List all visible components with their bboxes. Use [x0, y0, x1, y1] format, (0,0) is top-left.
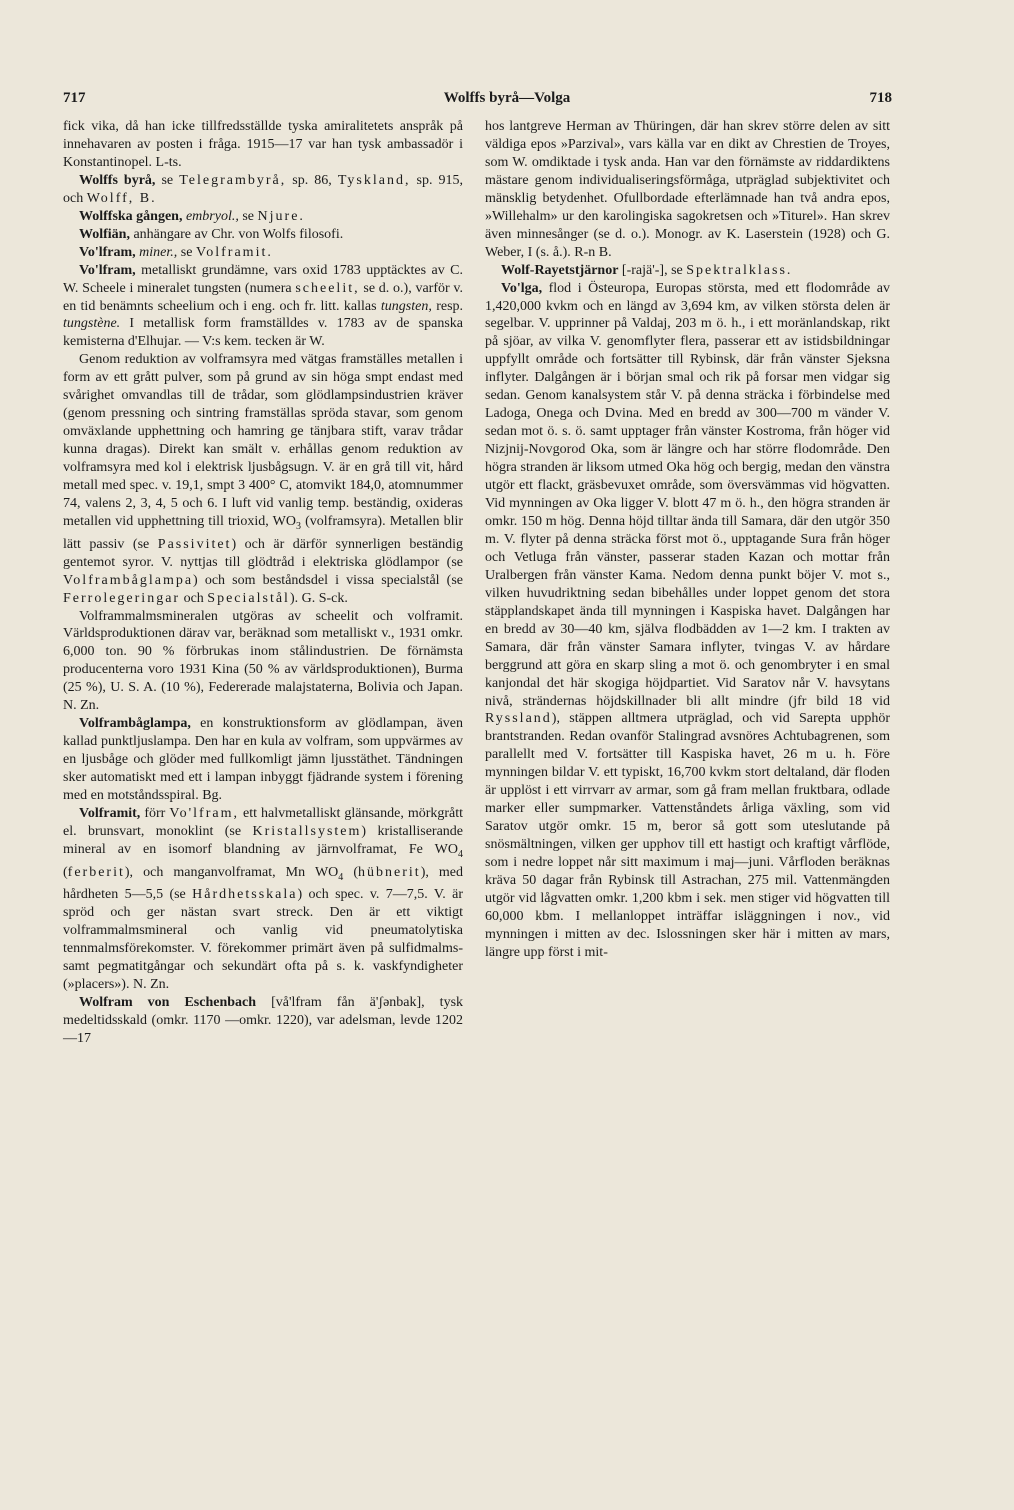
entry-wolf-rayetstjarnor: [485, 262, 890, 280]
text-run: scheelit,: [295, 280, 360, 296]
text-run: Vo'lfram,: [79, 262, 136, 278]
text-run: Ferrolegeringar: [63, 590, 181, 606]
text-run: R-n B.: [574, 244, 612, 260]
text-run: Njure.: [257, 208, 305, 224]
text-run: en konstruktionsform av glödlampan, även kallad punktljuslampa. Den har en kula av volfram, som uppvärmes av en ljusbåge och glöder med fullkomligt jämn ljusstäthet. Tändningen sker automatiskt med ett i lampan inbyggt fjädrande system i förening med en motståndsspiral.: [63, 716, 463, 804]
text-run: Wolff, B.: [86, 190, 157, 206]
entry-wolfram-von-eschenbach: [63, 994, 463, 1048]
text-run: Vo'lfram,: [169, 806, 239, 822]
text-run: miner.,: [139, 244, 178, 260]
text-run: ett halvmetalliskt glänsande, mörkgrått el. brunsvart, monoklint (se: [63, 806, 464, 839]
text-run: N. Zn.: [132, 977, 170, 993]
text-run: Volframit.: [195, 244, 273, 260]
entry-volfram: [63, 262, 463, 352]
text-run: Kristallsystem: [252, 823, 362, 839]
paragraph: [485, 118, 890, 262]
paragraph: [63, 118, 463, 172]
text-run: hübnerit: [358, 864, 421, 880]
text-run: [-rajä'-], se: [621, 262, 683, 278]
entry-volfram-miner: [63, 244, 463, 262]
text-run: Wolffska gången,: [79, 208, 183, 224]
text-run: Passivitet: [157, 536, 232, 552]
entry-volframit: [63, 805, 463, 994]
text-run: 4: [338, 871, 344, 883]
text-run: ) och som beståndsdel i vissa specialstål (se: [193, 572, 463, 588]
text-run: Hårdhetsskala: [192, 887, 298, 903]
text-run: (: [63, 864, 68, 880]
text-run: flod i Östeuropa, Europas största, med ett flodområde av 1,420,000 kvkm och en längd av 3,694 km, av vilken största delen är segelbar. V. upprinner på Valdaj, 203 m ö. h., i ett moränlandskap, rikt på sjöar, av vilka V. genomflyter flera, passerar ett av istidsbildningar uppfyllt område och fortsätter till Rybinsk, där från vänster Sjeksna inflyter. Dalgången är i början smal och rik på forsar men vidgar sig sedan. Genom kanalsystem står V. på denna sträcka i förbindelse med Ladoga, Onega och Dvina. Med en bredd av 300—700 m vänder V. sedan mot ö. s. ö. samt upptager från vänster Kostroma, från höger vid Nizjnij-Novgorod Oka, som är längre och har större flodområde. Den högra stranden är liksom utmed Oka hög och bergig, medan den vänstra utgör ett flackt, gräsbevuxet område, som översvämmas vid högvatten. Vid mynningen av Oka ligger V. blott 47 m ö. h., den högra stranden är omkr. 150 m hög. Denna höjd tilltar ända till Samara, där den utgör 350 m. V. flyter på denna sträcka först mot ö., upptagande Sura från höger och Vetluga från vänster, passerar staden Kazan och mottar från Uralbergen från vänster Kama. Nedom denna punkt böjer V. mot s., vilken huvudriktning sedan bibehålles under loppet genom det stora stäpplandskapet ända till mynningen i Kaspiska havet. Dalgången har en bredd av 30—40 km, själva flodbädden av 1—2 km. I trakten av Samara, där från vänster Samara inflyter, tvingas V. av hårdare berggrund att göra en skarp sling a mot ö. och genombryter i en smal kanjondal det här skogiga höjdpartiet. Vid Saratov når V. havsytans nivå, strändernas höjdskillnader bli allt mindre (jfr bild 18 vid: [485, 280, 890, 709]
text-run: Wolffs byrå,: [79, 172, 156, 188]
entry-wolffs-byra: [63, 172, 463, 208]
text-run: Volframbåglampa: [63, 572, 194, 588]
paragraph: [63, 608, 463, 716]
page-number-left: 717: [63, 90, 86, 106]
text-run: Bg.: [202, 788, 223, 804]
text-run: N. Zn.: [63, 698, 100, 714]
running-title: Wolffs byrå—Volga: [443, 90, 571, 106]
text-run: resp.: [436, 298, 464, 314]
text-run: metalliskt grundämne, vars oxid 1783 upptäcktes av C. W. Scheele i mineralet tungsten (numera: [63, 262, 464, 296]
paragraph: [63, 351, 463, 607]
text-run: se: [242, 208, 255, 224]
text-run: Wolfiän,: [79, 226, 130, 242]
text-run: anhängare av Chr. von Wolfs filosofi.: [133, 226, 344, 242]
text-run: 3: [296, 520, 301, 532]
text-run: ).: [289, 590, 299, 606]
text-run: Volframbåglampa,: [79, 716, 191, 732]
entry-wolfian: [63, 226, 463, 244]
text-run: Spektralklass.: [686, 262, 793, 278]
text-run: se d. o.), varför v. en tid benämnts scheelium och i eng. och fr. litt. kallas: [63, 280, 464, 314]
text-run: Volframit,: [79, 806, 141, 822]
text-run: ) kristalliserande mineral av en isomorf blandning av järnvolframat, Fe WO: [63, 823, 464, 857]
entry-volframbaglampa: [63, 715, 463, 805]
left-column: [63, 118, 463, 1048]
text-run: embryol.,: [185, 208, 239, 224]
text-run: fick vika, då han icke tillfredsställde tyska amiralitetets anspråk på innehavaren av posten i fråga. 1915—17 var han tysk ambassadör i Konstantinopel.: [63, 119, 463, 170]
text-run: (volframsyra). Metallen blir lätt passiv (se: [63, 513, 464, 552]
text-run: ), med hårdheten 5—5,5 (se: [63, 864, 464, 903]
text-run: 4: [458, 848, 463, 860]
text-run: Wolfram von Eschenbach: [79, 995, 257, 1011]
text-run: ), stäppen alltmera utpräglad, och vid Sarepta upphör brantstranden. Redan ovanför Stalingrad avsnöres Achtubagrenen, som parallellt med V. fortsätter till Kaspiska havet, 26 m u. h. Före mynningen bildar V. ett typiskt, 16,700 kvkm stort deltaland, där floden är upplöst i ett virrvarr av armar, som gå fram mellan fruktbara, odlade marker eller sumpmarker. Vattenståndets årliga växling, som vid Saratov utgör omkr. 15 m, beror så gott som uteslutande på snösmältningen, vilken ger upphov till ett hastigt och kraftigt vårflöde, som i nedre loppet når sitt maximum i maj—juni. Vårfloden beräknas kräva 50 dagar från Rybinsk till Astrachan, 275 mil. Vattenmängden utgör vid lågvatten omkr. 1,200 kbm i sek. men stiger vid högvatten till 60,000 kbm. I mellanloppet inträffar isläggningen i nov., vid mynningen i mitten av dec. Islossningen sker här i mitten av mars, längre upp först i mit-: [485, 711, 890, 960]
text-run: Wolf-Rayetstjärnor: [501, 262, 619, 278]
text-run: L-ts.: [155, 154, 182, 170]
text-run: Vo'lfram,: [79, 244, 136, 260]
text-run: ) och spec. v. 7—7,5. V. är spröd och ger nästan svart streck. Den är ett viktigt volframmalmsmineral och vanlig vid pneumatolytiska tennmalmsförekomster. V. förekommer primärt även på sulfidmalms- samt pegmatitgångar och sekundärt ofta på s. k. vaskfyndigheter (»placers»).: [63, 887, 463, 993]
text-run: Telegrambyrå,: [179, 172, 287, 188]
text-run: G. S-ck.: [301, 590, 348, 606]
text-run: Ryssland: [485, 711, 552, 727]
text-run: se: [180, 244, 193, 260]
text-run: ferberit: [67, 864, 125, 880]
text-run: ) och är därför synnerligen beständig gentemot syror. V. nyttjas till glödtråd i elektriska glödlampor (se: [63, 536, 463, 570]
text-run: förr: [144, 806, 166, 822]
text-run: ), och manganvolframat, Mn WO: [124, 864, 339, 880]
text-run: tungstène.: [63, 316, 121, 332]
text-run: tungsten,: [380, 298, 432, 314]
text-run: Specialstål: [207, 590, 290, 606]
text-run: Vo'lga,: [501, 280, 543, 296]
text-run: och: [183, 590, 204, 606]
text-run: sp. 915, och: [63, 172, 464, 206]
text-run: Tyskland,: [337, 172, 411, 188]
text-run: sp. 86,: [292, 172, 332, 188]
right-column: [485, 118, 890, 962]
text-run: se: [161, 172, 174, 188]
entry-volga: [485, 280, 890, 962]
page-number-right: 718: [869, 90, 892, 106]
text-run: Volframmalmsmineralen utgöras av scheelit och volframit. Världsproduktionen därav var, beräknad som metalliskt v., 1931 omkr. 6,000 ton. 90 % förbrukas inom stålindustrien. De förnämsta producenterna voro 1931 Kina (50 % av världsproduktionen), Burma (25 %), U. S. A. (10 %), Federerade malajstaterna, Bolivia och Japan.: [63, 608, 463, 696]
text-run: I metallisk form framställdes v. 1783 av de spanska kemisterna d'Elhujar. — V:s kem. tecken är W.: [63, 316, 464, 350]
text-run: Genom reduktion av volframsyra med vätgas framställes metallen i form av ett grått pulver, som på grund av sin höga smpt endast med svårighet omvandlas till de trådar, som glödlampsindustrien kräver (genom pressning och sintring framställas spröda stavar, som genom omväxlande upphettning och hamring ge tänjbara stift, varav trådar kunna dragas). Direkt kan smält v. erhållas genom reduktion av volframsyra med kol i elektrisk ljusbågsugn. V. är en grå till vit, hård metall med spec. v. 19,1, smpt 3 400° C, atomvikt 184,0, atomnummer 74, valens 2, 3, 4, 5 och 6. I luft vid vanlig temp. beständig, oxideras metallen vid upphettning till trioxid, WO: [63, 352, 463, 529]
text-run: (: [353, 864, 359, 880]
entry-wolffska-gangen: [63, 208, 463, 226]
text-run: hos lantgreve Herman av Thüringen, där han skrev större delen av sitt väldiga epos »Parzival», vars källa var en dikt av Chrestien de Troyes, som W. omdiktade i tysk anda. Han var den förnämste av riddardiktens mästare genom individualiseringsförmåga, utpräglad subjektivitet och mänsklig betydenhet. Ofullbordade efterlämnade han två andra epos, »Willehalm» ur den karolingiska sagokretsen och »Titurel». Han skrev även minnesånger (se d. o.). Monogr. av K. Laserstein (1928) och G. Weber, I (s. å.).: [485, 119, 890, 260]
text-run: [vå'lfram fån ä'ʃənbak], tysk medeltidsskald (omkr. 1170 —omkr. 1220), var adelsman, levde 1202—17: [63, 995, 464, 1047]
